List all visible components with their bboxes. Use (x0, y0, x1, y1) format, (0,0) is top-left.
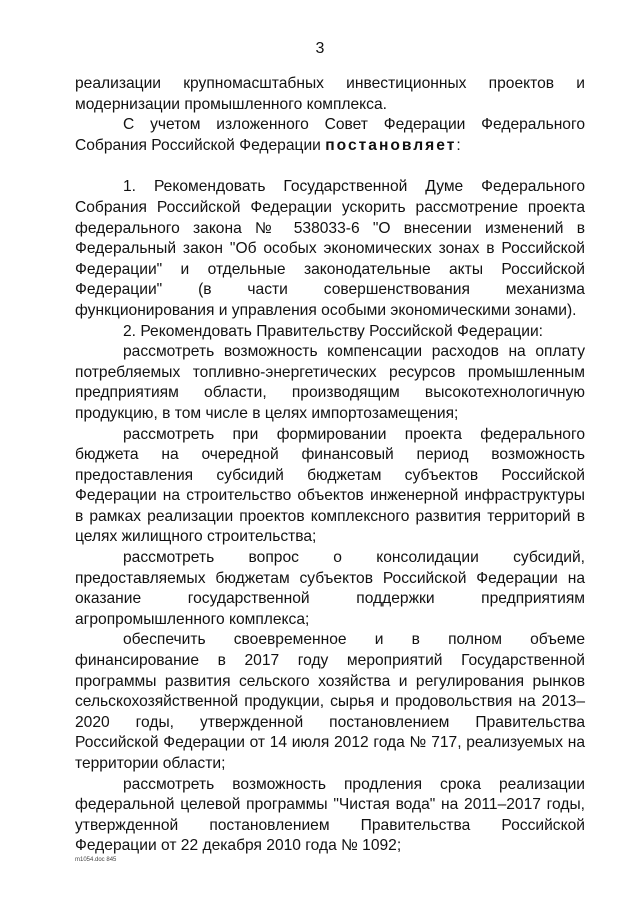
resolution-lead: С учетом изложенного Совет Федерации Федерального Собрания Российской Федерации (75, 116, 585, 154)
paragraph-intro: реализации крупномасштабных инвестиционных проектов и модернизации промышленного комплекса. (75, 75, 585, 113)
paragraph-resolution (75, 115, 585, 156)
paragraph-item-2-a: рассмотреть возможность компенсации расходов на оплату потребляемых топливно-энергетических ресурсов промышленным предприятиям области, производящим высокотехнологичную продукцию, в том числе в целях импортозамещения; (75, 343, 585, 422)
paragraph-item-1: 1. Рекомендовать Государственной Думе Федерального Собрания Российской Федерации ускорить рассмотрение проекта федерального закона № 538033-6 "О внесении изменений в Федеральный закон "Об особых экономических зонах в Российской Федерации" и отдельные законодательные акты Российской Федерации" (в части совершенствования механизма функционирования и управления особыми экономическими зонами). (75, 178, 585, 319)
resolution-tail: : (456, 136, 461, 154)
paragraph-item-2-d: обеспечить своевременное и в полном объеме финансирование в 2017 году мероприятий Государственной программы развития сельского хозяйства и регулирования рынков сельскохозяйственной продукции, сырья и продовольствия на 2013–2020 годы, утвержденной постановлением Правительства Российской Федерации от 14 июля 2012 года № 717, реализуемых на территории области; (75, 631, 585, 772)
paragraph-item-2-c: рассмотреть вопрос о консолидации субсидий, предоставляемых бюджетам субъектов Российской Федерации на оказание государственной поддержки предприятиям агропромышленного комплекса; (75, 549, 585, 628)
page-number: 3 (315, 40, 325, 57)
document-body (75, 74, 585, 857)
resolution-verb: постановляет (325, 136, 457, 154)
paragraph-item-2-e: рассмотреть возможность продления срока реализации федеральной целевой программы "Чистая вода" на 2011–2017 годы, утвержденной постановлением Правительства Российской Федерации от 22 декабря 2010 года № 1092; (75, 775, 585, 855)
paragraph-item-2: 2. Рекомендовать Правительству Российской Федерации: (123, 322, 544, 340)
file-footer: m1054.doc 845 (75, 857, 117, 863)
paragraph-item-2-b: рассмотреть при формировании проекта федерального бюджета на очередной финансовый период возможность предоставления субсидий бюджетам субъектов Российской Федерации на строительство объектов инженерной инфраструктуры в рамках реализации проектов комплексного развития территорий в целях жилищного строительства; (75, 425, 585, 546)
